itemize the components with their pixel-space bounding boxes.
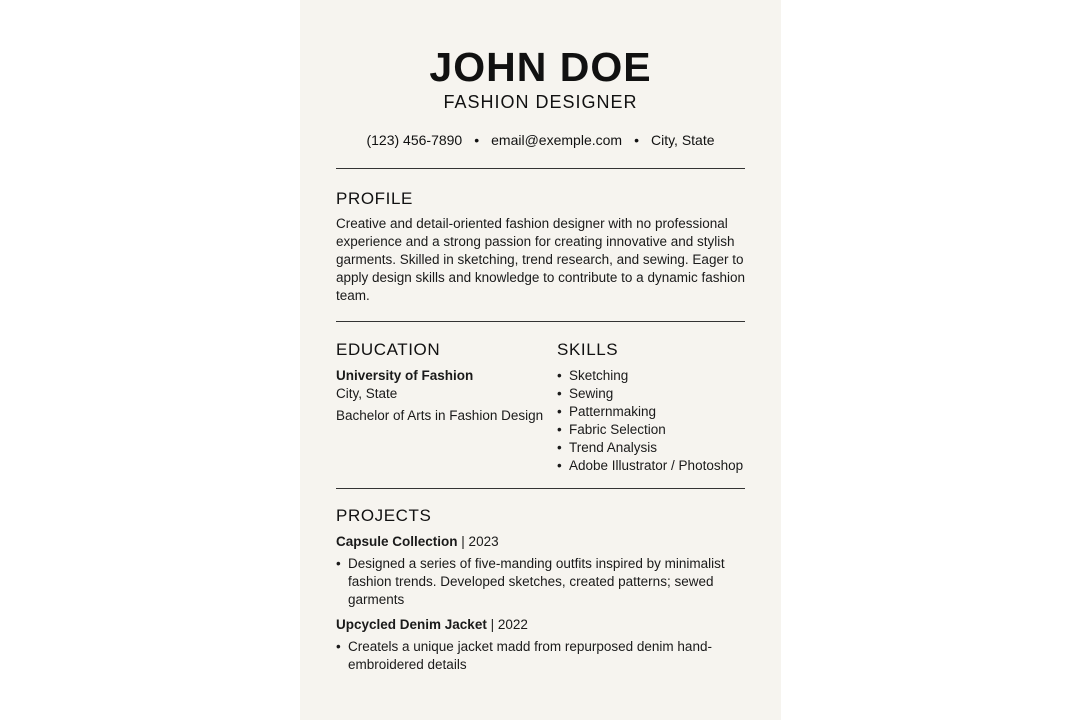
- education-heading: EDUCATION: [336, 340, 441, 359]
- project-title-line: [336, 533, 499, 551]
- divider: [336, 168, 745, 169]
- contact-separator: •: [634, 132, 639, 148]
- contact-location: City, State: [650, 132, 715, 148]
- resume-page: [300, 0, 781, 720]
- profile-text: Creative and detail-oriented fashion designer with no professional experience and a strong passion for creating innovative and stylish garments. Skilled in sketching, trend research, and sewing. Eager to apply design skills and knowledge to contribute to a dynamic fashion team.: [336, 216, 745, 303]
- project-title: Upcycled Denim Jacket: [336, 617, 487, 632]
- project-title: Capsule Collection: [336, 534, 458, 549]
- skill-item: • Patternmaking: [557, 403, 743, 421]
- skill-item: • Trend Analysis: [557, 439, 743, 457]
- project-description-text: Createls a unique jacket madd from repurposed denim hand-embroidered details: [348, 639, 712, 672]
- bullet-dot: •: [336, 556, 341, 571]
- skill-item: • Adobe Illustrator / Photoshop: [557, 457, 743, 475]
- skills-list: [557, 367, 743, 475]
- contact-phone: (123) 456-7890: [366, 132, 463, 148]
- project-description-text: Designed a series of five-manding outfits inspired by minimalist fashion trends. Developed sketches, created patterns; sewed garments: [348, 556, 725, 607]
- skills-heading: SKILLS: [557, 340, 619, 359]
- project-description: [336, 638, 716, 674]
- project-year: | 2022: [490, 617, 528, 632]
- project-year: | 2023: [461, 534, 499, 549]
- skill-item: • Sketching: [557, 367, 743, 385]
- divider: [336, 321, 745, 322]
- project-title-line: [336, 616, 528, 634]
- skill-item: • Fabric Selection: [557, 421, 743, 439]
- resume-role: FASHION DESIGNER: [443, 92, 638, 112]
- bullet-dot: •: [336, 639, 341, 654]
- resume-name: JOHN DOE: [429, 44, 652, 90]
- profile-heading: PROFILE: [336, 189, 413, 208]
- education-degree: Bachelor of Arts in Fashion Design: [336, 408, 544, 423]
- contact-email: email@exemple.com: [491, 132, 623, 148]
- contact-separator: •: [474, 132, 480, 148]
- divider: [336, 488, 745, 489]
- education-location: City, State: [336, 386, 398, 401]
- skill-item: • Sewing: [557, 385, 743, 403]
- project-description: [336, 555, 738, 609]
- education-school: University of Fashion: [336, 368, 474, 383]
- contact-line: [300, 132, 781, 148]
- projects-heading: PROJECTS: [336, 506, 432, 525]
